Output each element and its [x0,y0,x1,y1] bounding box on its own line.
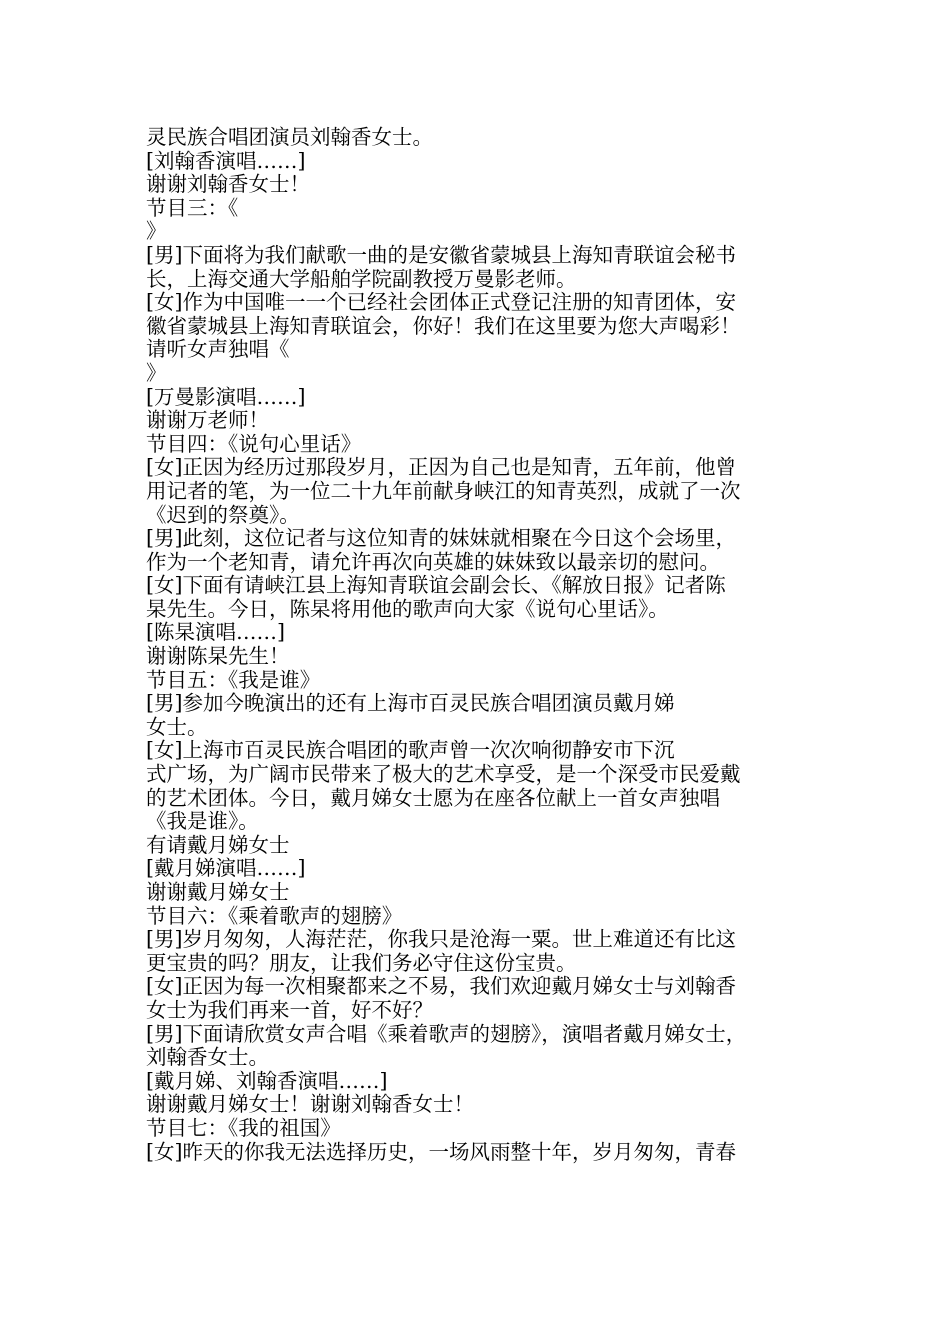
text-line: [刘翰香演唱……] [146,148,306,173]
text-line: [女]昨天的你我无法选择历史，一场风雨整十年，岁月匆匆，青春 [146,1139,736,1164]
text-line: 更宝贵的吗？朋友，让我们务必守住这份宝贵。 [146,950,577,975]
text-line: 谢谢陈杲先生！ [146,644,290,669]
text-line: 有请戴月娣女士 [146,832,290,857]
text-line: 的艺术团体。今日，戴月娣女士愿为在座各位献上一首女声独唱 [146,785,720,810]
text-line: [男]下面请欣赏女声合唱《乘着歌声的翅膀》，演唱者戴月娣女士， [146,1021,747,1046]
text-line: 女士为我们再来一首，好不好？ [146,997,433,1022]
text-line: [男]岁月匆匆，人海茫茫，你我只是沧海一粟。世上难道还有比这 [146,927,736,952]
text-line: [女]作为中国唯一一个已经社会团体正式登记注册的知青团体，安 [146,290,736,315]
text-line: 节目五：《我是谁》 [146,667,321,692]
text-line: 》 [146,360,167,385]
text-line: 谢谢万老师！ [146,408,269,433]
document-body [146,126,806,1164]
text-line: 杲先生。今日，陈杲将用他的歌声向大家《说句心里话》。 [146,596,669,621]
text-line: [女]正因为每一次相聚都来之不易，我们欢迎戴月娣女士与刘翰香 [146,974,736,999]
text-line: [男]此刻，这位记者与这位知青的妹妹就相聚在今日这个会场里， [146,526,736,551]
text-line: [女]下面有请峡江县上海知青联谊会副会长、《解放日报》记者陈 [146,573,726,598]
text-line: 刘翰香女士。 [146,1045,269,1070]
text-line: 徽省蒙城县上海知青联谊会，你好！我们在这里要为您大声喝彩！ [146,313,741,338]
text-line: 式广场，为广阔市民带来了极大的艺术享受，是一个深受市民爱戴 [146,762,741,787]
text-line: [男]下面将为我们献歌一曲的是安徽省蒙城县上海知青联谊会秘书 [146,242,736,267]
text-line: [戴月娣、刘翰香演唱……] [146,1068,388,1093]
text-line: 《我是谁》。 [146,809,259,834]
text-line: 灵民族合唱团演员刘翰香女士。 [146,125,433,149]
text-line: [戴月娣演唱……] [146,856,306,881]
text-line: 作为一个老知青，请允许再次向英雄的妹妹致以最亲切的慰问。 [146,549,720,574]
text-line: [女]正因为经历过那段岁月，正因为自己也是知青，五年前，他曾 [146,455,736,480]
text-line: 用记者的笔，为一位二十九年前献身峡江的知青英烈，成就了一次 [146,478,741,503]
text-line: 谢谢刘翰香女士！ [146,172,310,197]
text-line: 女士。 [146,714,208,739]
text-line: 节目六：《乘着歌声的翅膀》 [146,903,403,928]
text-line: 长，上海交通大学船舶学院副教授万曼影老师。 [146,266,577,291]
text-line: 节目四：《说句心里话》 [146,431,362,456]
text-line: 谢谢戴月娣女士！谢谢刘翰香女士！ [146,1092,474,1117]
text-line: 节目七：《我的祖国》 [146,1115,341,1140]
text-line: 》 [146,219,167,244]
text-line: [陈杲演唱……] [146,620,285,645]
text-line: [女]上海市百灵民族合唱团的歌声曾一次次响彻静安市下沉 [146,738,675,763]
text-line: 请听女声独唱《 [146,337,290,362]
text-line: [男]参加今晚演出的还有上海市百灵民族合唱团演员戴月娣 [146,691,675,716]
text-line: 《迟到的祭奠》。 [146,502,300,527]
text-line: 谢谢戴月娣女士 [146,880,290,904]
text-line: [万曼影演唱……] [146,384,306,409]
text-line: 节目三：《 [146,195,239,220]
